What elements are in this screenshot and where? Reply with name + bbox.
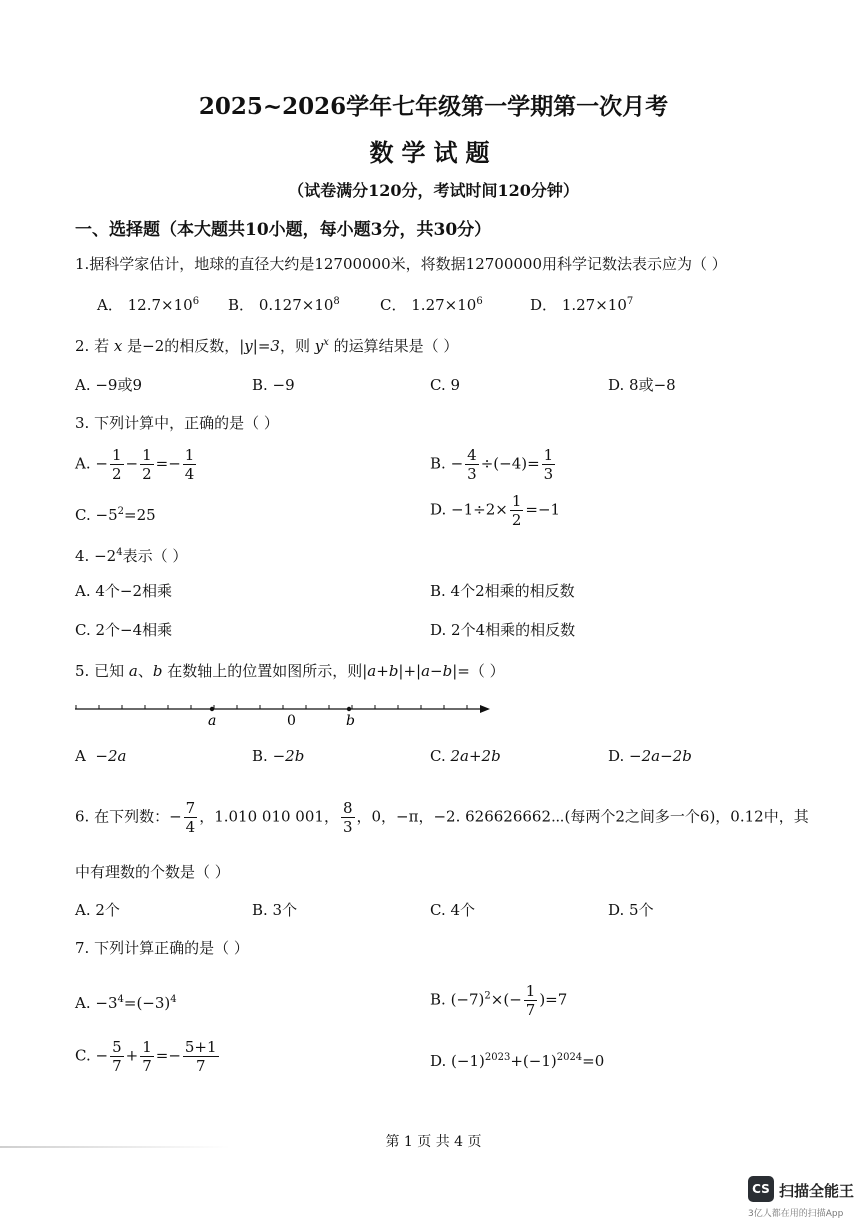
exam-title: 2025~2026学年七年级第一学期第一次月考 <box>198 93 669 120</box>
q2-option-b: B. −9 <box>252 376 295 394</box>
q3-option-d: D. −1÷2× $\frac{1}{2}$ =−1 <box>430 492 561 529</box>
q2-option-c: C. 9 <box>430 376 461 394</box>
number-line-arrow <box>480 705 490 713</box>
q4-option-c: C. 2个−4相乘 <box>75 621 173 639</box>
label-b: b <box>346 713 355 729</box>
q5-option-b: B. −2b <box>252 747 305 765</box>
number-line <box>70 698 500 730</box>
exam-note: （试卷满分120分，考试时间120分钟） <box>288 181 579 200</box>
question-6-line2: 中有理数的个数是（ ） <box>75 863 230 881</box>
q6-option-a: A. 2个 <box>75 901 120 919</box>
question-5-stem: 5. 已知 a、b 在数轴上的位置如图所示，则|a+b|+|a−b|=（ ） <box>75 662 505 680</box>
q7-option-a: A. $-3^4=(-3)^4$ <box>75 994 177 1012</box>
label-zero: 0 <box>287 713 296 729</box>
q1-option-b: B． $0.127\times 10^8$ <box>228 296 340 314</box>
q7-option-b: B. $(-7)^2\times(-$ $\frac{1}{7}$ )=7 <box>430 982 568 1019</box>
scanner-tagline: 3亿人都在用的扫描App <box>748 1209 844 1219</box>
section-heading: 一、选择题（本大题共10小题，每小题3分，共30分） <box>75 220 492 240</box>
q7-option-c: C. − $\frac{5}{7}$ + $\frac{1}{7}$ =− $\frac{5+1}{7}$ <box>75 1038 217 1075</box>
point-a <box>210 707 214 711</box>
scanner-name: 扫描全能王 <box>779 1182 855 1200</box>
scan-edge-shadow <box>0 1146 230 1148</box>
q1-option-a: A． $12.7\times 10^6$ <box>97 296 200 314</box>
q3-option-c: C. $-5^2=25$ <box>75 506 156 524</box>
point-b <box>347 707 351 711</box>
question-7-stem: 7. 下列计算正确的是（ ） <box>75 939 249 957</box>
page-footer: 第 1 页 共 4 页 <box>385 1134 482 1150</box>
q1-option-c: C． $1.27\times 10^6$ <box>380 296 483 314</box>
q6-option-d: D. 5个 <box>608 901 654 919</box>
q6-option-c: C. 4个 <box>430 901 476 919</box>
q3-option-a: A. − $\frac{1}{2}$ − $\frac{1}{2}$ =− $\frac{1}{4}$ <box>75 446 195 483</box>
question-6-stem: 6. 在下列数：− $\frac{7}{4}$ ，1.010 010 001， $\frac{8}{3}$ ，0，−π，−2. 626626662⋯(每两个2之间多一个6)，0.12中，其 <box>75 799 809 836</box>
q1-option-d: D． $1.27\times 10^7$ <box>530 296 634 314</box>
question-1-stem: 1.据科学家估计，地球的直径大约是12700000米，将数据12700000用科学记数法表示应为（ ） <box>75 255 727 273</box>
q4-option-a: A. 4个−2相乘 <box>75 582 173 600</box>
q5-option-c: C. 2a+2b <box>430 747 501 765</box>
q5-option-d: D. −2a−2b <box>608 747 692 765</box>
q6-option-b: B. 3个 <box>252 901 298 919</box>
question-4-stem: 4. $-2^4$表示（ ） <box>75 547 188 565</box>
scanner-logo: CS <box>748 1176 774 1202</box>
question-2-stem: 2. 若 x 是−2的相反数，|y|=3，则 $y^x$ 的运算结果是（ ） <box>75 337 459 355</box>
q2-option-d: D. 8或−8 <box>608 376 676 394</box>
q4-option-b: B. 4个2相乘的相反数 <box>430 582 575 600</box>
q3-option-b: B. − $\frac{4}{3}$ ÷(−4)= $\frac{1}{3}$ <box>430 446 554 483</box>
q2-option-a: A. −9或9 <box>75 376 143 394</box>
question-3-stem: 3. 下列计算中，正确的是（ ） <box>75 414 279 432</box>
q4-option-d: D. 2个4相乘的相反数 <box>430 621 576 639</box>
q5-option-a: A −2a <box>75 747 127 765</box>
q7-option-d: D. $(-1)^{2023}+(-1)^{2024}=0$ <box>430 1052 605 1070</box>
subject-title: 数学试题 <box>369 138 498 167</box>
label-a: a <box>208 713 217 729</box>
